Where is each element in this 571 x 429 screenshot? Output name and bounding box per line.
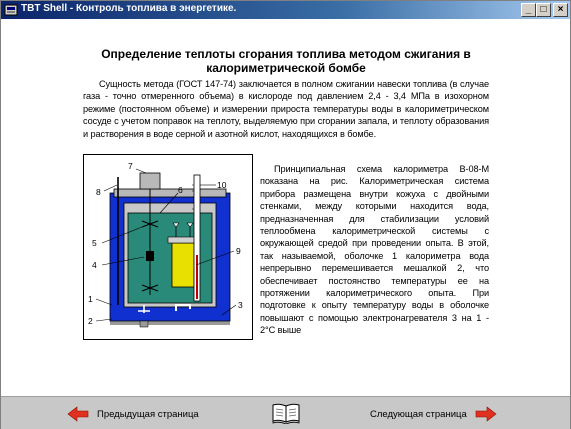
navigation-bar <box>1 396 570 429</box>
app-icon <box>4 3 18 17</box>
maximize-button[interactable]: □ <box>536 3 551 17</box>
label-3: 3 <box>238 300 243 310</box>
description-paragraph: Принципиальная схема калориметра В-08-М показана на рис. Калориметрическая система прибора размещена внутри кожуха с двойными стенками, между которыми находится вода, предназначенная для стабилизации условий теплообмена калориметрической системы с окружающей средой при проведении опыта. В этой, так называемой, оболочке 1 калориметра вода непрерывно перемешивается мешалкой 2, что обеспечивает постоянство температуры ее на протяжении калориметрического опыта. При подготовке к опыту температуру воды в оболочке повышают с помощью электронагревателя 3 на 1 - 2°С выше <box>260 164 489 336</box>
heater-block <box>146 251 154 261</box>
label-6: 6 <box>178 185 183 195</box>
book-icon[interactable] <box>271 402 301 424</box>
label-4: 4 <box>92 260 97 270</box>
label-9: 9 <box>236 246 241 256</box>
label-10: 10 <box>217 180 227 190</box>
next-page-button[interactable] <box>370 405 497 423</box>
previous-page-button[interactable] <box>67 405 199 423</box>
page-title: Определение теплоты сгорания топлива методом сжигания в калориметрической бомбе <box>101 47 471 75</box>
title-bar[interactable] <box>1 1 570 19</box>
bomb-cap <box>168 237 198 243</box>
stirrer-pulley <box>140 321 148 327</box>
stirrer-motor <box>140 173 160 189</box>
window-title: TBT Shell - Контроль топлива в энергетике. <box>21 3 237 14</box>
intro-paragraph: Сущность метода (ГОСТ 147-74) заключается в полном сжигании навески топлива (в случае газа - точно отмеренного объема) в кислороде под давлением 2,4 - 3,4 МПа в изохорном режиме (постоянном объеме) и измерении прироста температуры воды в калориметрическом сосуде с учетом поправок на теплоту, выделяемую при сгорании запала, и теплоту образования и растворения в воде серной и азотной кислот, находящихся в бомбе. <box>83 79 489 139</box>
label-7: 7 <box>128 161 133 171</box>
previous-page-label: Предыдущая страница <box>97 408 199 420</box>
close-button[interactable]: × <box>553 3 568 17</box>
label-5: 5 <box>92 238 97 248</box>
calorimeter-diagram <box>83 154 253 340</box>
left-arrow-icon <box>67 406 89 422</box>
lid <box>114 189 226 197</box>
minimize-button[interactable]: _ <box>521 3 536 17</box>
next-page-label: Следующая страница <box>370 408 467 420</box>
label-1: 1 <box>88 294 93 304</box>
right-arrow-icon <box>475 406 497 422</box>
base-plate <box>110 321 230 325</box>
label-8: 8 <box>96 187 101 197</box>
calorimeter-schematic <box>84 155 252 339</box>
calorimetric-bomb <box>172 243 194 287</box>
label-2: 2 <box>88 316 93 326</box>
